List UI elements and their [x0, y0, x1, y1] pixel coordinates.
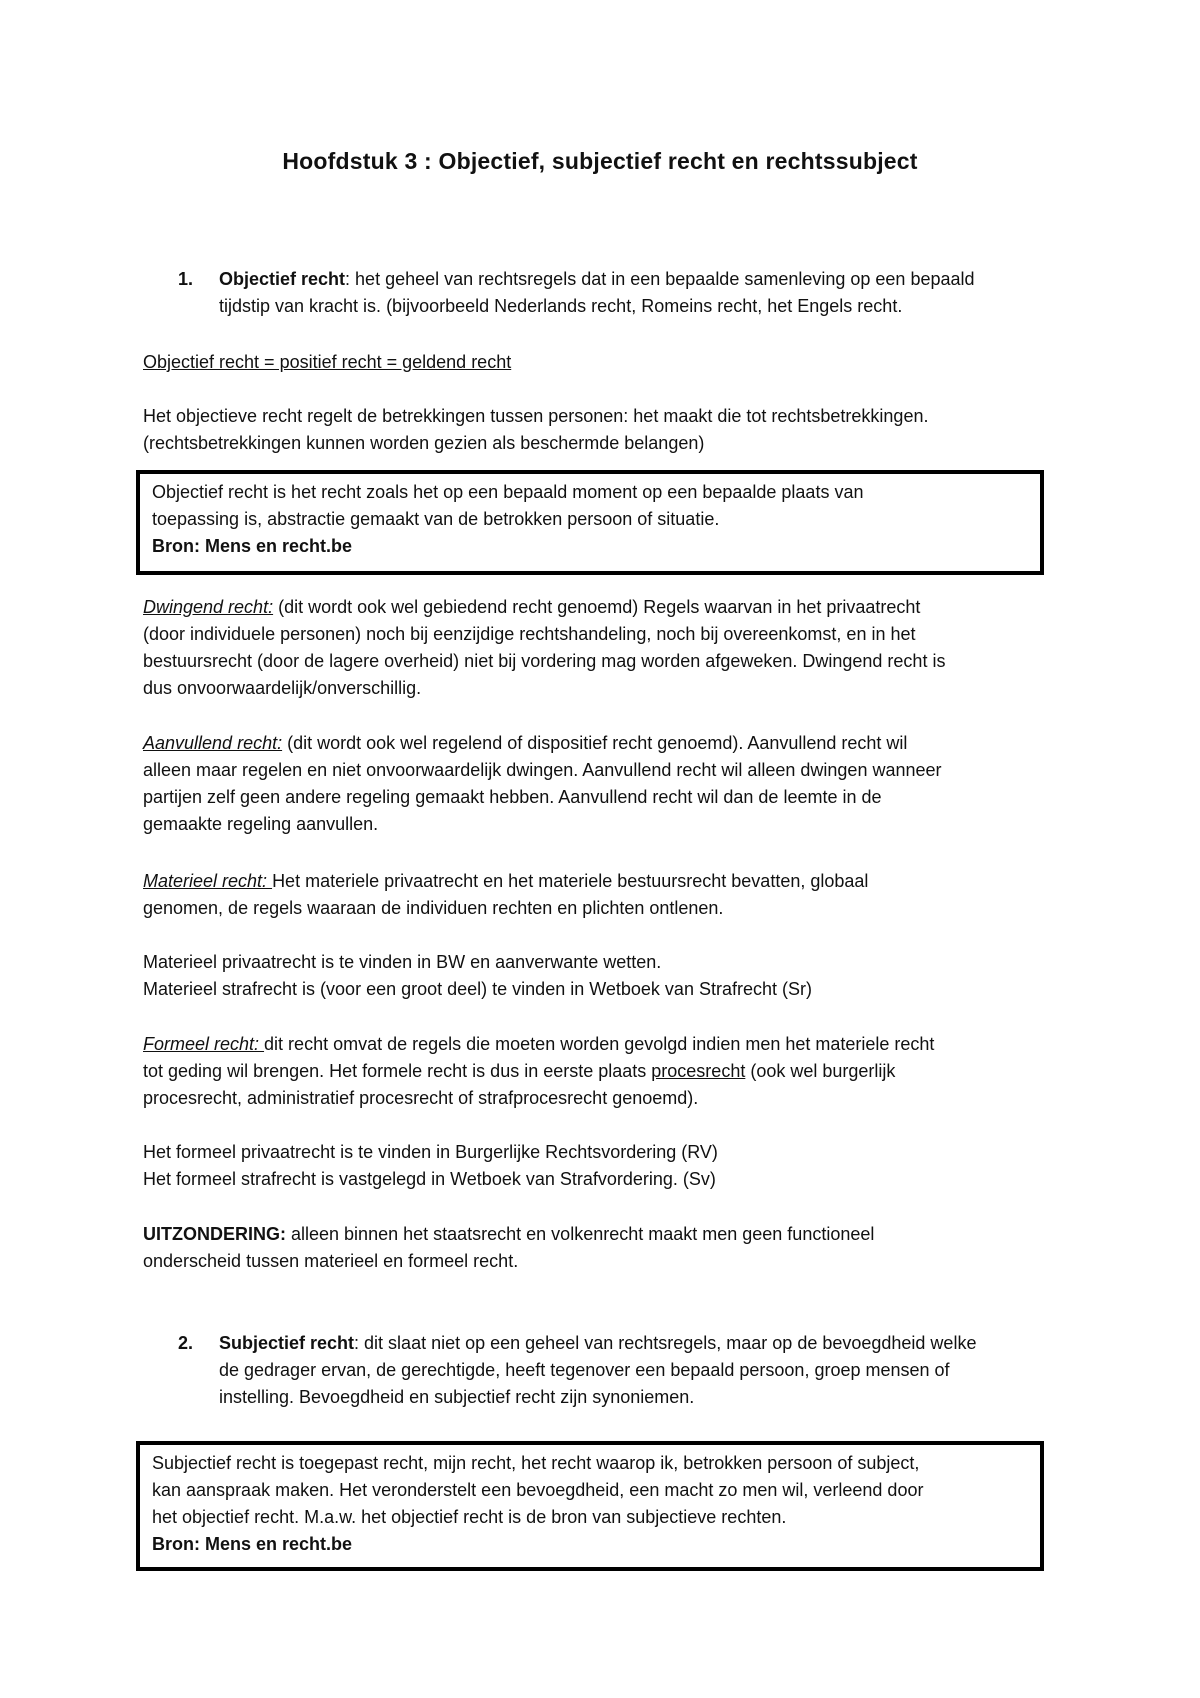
quote-line: Subjectief recht is toegepast recht, mijn recht, het recht waarop ik, betrokken persoon of subject,: [152, 1453, 920, 1473]
section-line: : het geheel van rechtsregels dat in een bepaalde samenleving op een bepaald: [345, 269, 975, 289]
section-line: instelling. Bevoegdheid en subjectief recht zijn synoniemen.: [219, 1387, 695, 1407]
section-text: [219, 1330, 1079, 1411]
paragraph-materieel-recht: [143, 868, 1073, 922]
section-number: 1.: [178, 269, 194, 289]
quote-line: kan aanspraak maken. Het veronderstelt een bevoegdheid, een macht zo men wil, verleend door: [152, 1480, 924, 1500]
equation-text: Objectief recht = positief recht = geldend recht: [143, 352, 512, 372]
paragraph-formeel-sources: [143, 1139, 1073, 1193]
relations-paragraph: [143, 403, 1073, 457]
paragraph-line: gemaakte regeling aanvullen.: [143, 814, 379, 834]
term-label: Materieel recht:: [143, 871, 273, 891]
paragraph-line: Het formeel strafrecht is vastgelegd in Wetboek van Strafvordering. (Sv): [143, 1169, 716, 1189]
paragraph-line: procesrecht, administratief procesrecht of strafprocesrecht genoemd).: [143, 1088, 699, 1108]
paragraph-aanvullend-recht: [143, 730, 1073, 838]
paragraph-line: onderscheid tussen materieel en formeel recht.: [143, 1251, 519, 1271]
quote-line: toepassing is, abstractie gemaakt van de betrokken persoon of situatie.: [152, 509, 720, 529]
section-term: Subjectief recht: [219, 1333, 355, 1353]
paragraph-line: bestuursrecht (door de lagere overheid) niet bij vordering mag worden afgeweken. Dwingend recht is: [143, 651, 946, 671]
paragraph-line: Het materiele privaatrecht en het materiele bestuursrecht bevatten, globaal: [272, 871, 869, 891]
section-line: de gedrager ervan, de gerechtigde, heeft tegenover een bepaald persoon, groep mensen of: [219, 1360, 950, 1380]
section-line: tijdstip van kracht is. (bijvoorbeeld Nederlands recht, Romeins recht, het Engels recht.: [219, 296, 903, 316]
page-title: Hoofdstuk 3 : Objectief, subjectief recht en rechtssubject: [282, 148, 918, 174]
paragraph-line: dus onvoorwaardelijk/onverschillig.: [143, 678, 422, 698]
paragraph-line: (dit wordt ook wel gebiedend recht genoemd) Regels waarvan in het privaatrecht: [273, 597, 921, 617]
section-line: : dit slaat niet op een geheel van rechtsregels, maar op de bevoegdheid welke: [354, 1333, 977, 1353]
quote-source: Bron: Mens en recht.be: [152, 536, 353, 556]
paragraph-line: Het formeel privaatrecht is te vinden in Burgerlijke Rechtsvordering (RV): [143, 1142, 718, 1162]
paragraph-line: tot geding wil brengen. Het formele recht is dus in eerste plaats: [143, 1061, 652, 1081]
paragraph-line: (ook wel burgerlijk: [745, 1061, 896, 1081]
quote-source: Bron: Mens en recht.be: [152, 1534, 353, 1554]
quote-line: Objectief recht is het recht zoals het op een bepaald moment op een bepaalde plaats van: [152, 482, 864, 502]
paragraph-line: dit recht omvat de regels die moeten worden gevolgd indien men het materiele recht: [264, 1034, 935, 1054]
paragraph-line: alleen binnen het staatsrecht en volkenrecht maakt men geen functioneel: [286, 1224, 875, 1244]
section-number: 2.: [178, 1333, 194, 1353]
paragraph-line: Het objectieve recht regelt de betrekkingen tussen personen: het maakt die tot rechtsbetrekkingen.: [143, 406, 929, 426]
uitzondering-label: UITZONDERING:: [143, 1224, 286, 1244]
paragraph-uitzondering: [143, 1221, 1073, 1275]
paragraph-line: genomen, de regels waaraan de individuen rechten en plichten ontlenen.: [143, 898, 724, 918]
paragraph-dwingend-recht: [143, 594, 1073, 702]
term-label: Formeel recht:: [143, 1034, 265, 1054]
paragraph-line: partijen zelf geen andere regeling gemaakt hebben. Aanvullend recht wil dan de leemte in de: [143, 787, 882, 807]
paragraph-formeel-recht: [143, 1031, 1073, 1112]
quote-box-subjectief: [136, 1441, 1044, 1571]
term-label: Aanvullend recht:: [143, 733, 283, 753]
paragraph-line: (dit wordt ook wel regelend of dispositief recht genoemd). Aanvullend recht wil: [282, 733, 908, 753]
procesrecht-term: procesrecht: [651, 1061, 746, 1081]
paragraph-line: Materieel strafrecht is (voor een groot deel) te vinden in Wetboek van Strafrecht (Sr): [143, 979, 812, 999]
paragraph-line: Materieel privaatrecht is te vinden in BW en aanverwante wetten.: [143, 952, 662, 972]
paragraph-line: (rechtsbetrekkingen kunnen worden gezien als beschermde belangen): [143, 433, 705, 453]
equation-line: [143, 349, 1073, 376]
quote-box-objectief: [136, 470, 1044, 575]
section-text: [219, 266, 1079, 320]
section-term: Objectief recht: [219, 269, 346, 289]
term-label: Dwingend recht:: [143, 597, 274, 617]
paragraph-materieel-sources: [143, 949, 1073, 1003]
paragraph-line: (door individuele personen) noch bij eenzijdige rechtshandeling, noch bij overeenkomst, en in het: [143, 624, 916, 644]
paragraph-line: alleen maar regelen en niet onvoorwaardelijk dwingen. Aanvullend recht wil alleen dwingen wanneer: [143, 760, 942, 780]
quote-line: het objectief recht. M.a.w. het objectief recht is de bron van subjectieve rechten.: [152, 1507, 787, 1527]
